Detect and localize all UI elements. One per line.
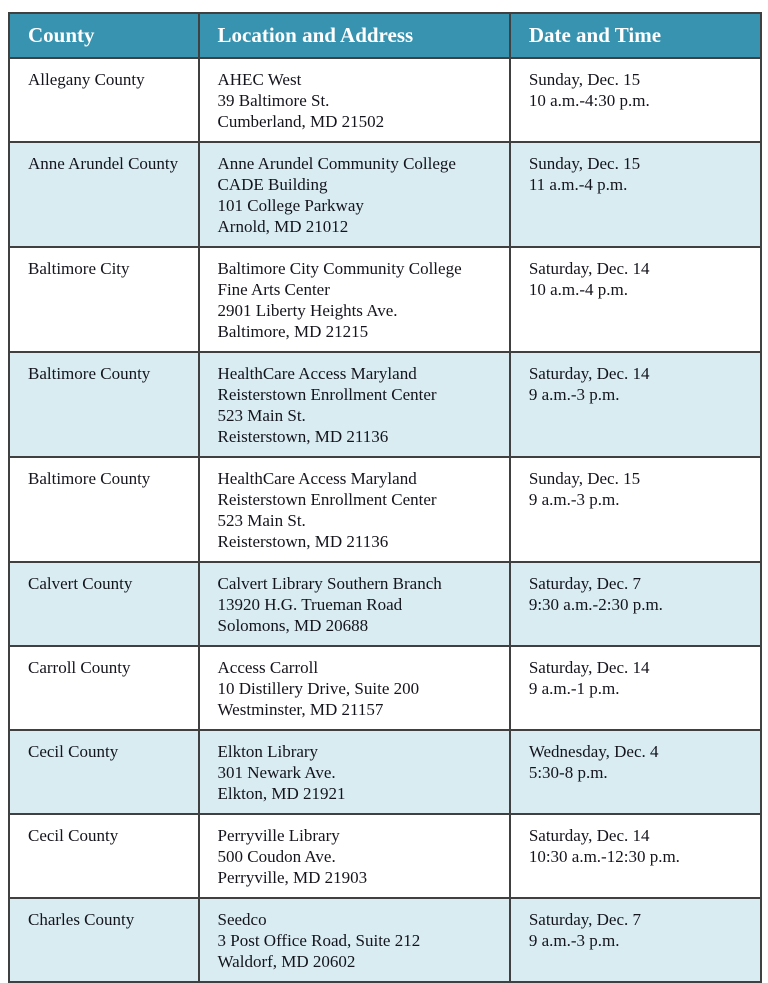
table-row	[9, 58, 761, 142]
datetime-line: Saturday, Dec. 7	[528, 910, 642, 929]
location-cell	[199, 898, 510, 982]
address-line: Reisterstown, MD 21136	[217, 532, 389, 551]
address-line: 500 Coudon Ave.	[217, 847, 336, 866]
table-row	[9, 898, 761, 982]
column-header-county: County	[9, 13, 199, 58]
address-line: CADE Building	[217, 175, 328, 194]
county-cell	[9, 457, 199, 562]
datetime-line: Wednesday, Dec. 4	[528, 742, 659, 761]
address-line: AHEC West	[217, 70, 302, 89]
datetime-line: Saturday, Dec. 14	[528, 658, 650, 677]
address-line: Solomons, MD 20688	[217, 616, 369, 635]
county-cell	[9, 646, 199, 730]
address-line: 301 Newark Ave.	[217, 763, 336, 782]
location-cell	[199, 814, 510, 898]
datetime-line: 9 a.m.-3 p.m.	[528, 490, 620, 509]
county-label: Calvert County	[28, 574, 133, 593]
table-body	[9, 58, 761, 982]
location-cell	[199, 142, 510, 247]
datetime-line: 10 a.m.-4:30 p.m.	[528, 91, 650, 110]
datetime-line: 11 a.m.-4 p.m.	[528, 175, 628, 194]
county-cell	[9, 247, 199, 352]
table-header	[9, 13, 761, 58]
location-cell	[199, 646, 510, 730]
address-line: Elkton, MD 21921	[217, 784, 346, 803]
county-label: Allegany County	[28, 70, 145, 89]
county-cell	[9, 352, 199, 457]
county-label: Anne Arundel County	[28, 154, 179, 173]
table-row	[9, 247, 761, 352]
schedule-table	[8, 12, 762, 983]
address-line: Perryville Library	[217, 826, 340, 845]
county-cell	[9, 142, 199, 247]
county-label: Baltimore County	[28, 469, 151, 488]
address-line: Baltimore City Community College	[217, 259, 462, 278]
datetime-cell	[510, 457, 761, 562]
address-line: 13920 H.G. Trueman Road	[217, 595, 403, 614]
address-line: 39 Baltimore St.	[217, 91, 330, 110]
datetime-line: 5:30-8 p.m.	[528, 763, 608, 782]
location-cell	[199, 562, 510, 646]
address-line: Reisterstown Enrollment Center	[217, 490, 437, 509]
location-cell	[199, 352, 510, 457]
address-line: HealthCare Access Maryland	[217, 469, 417, 488]
address-line: Waldorf, MD 20602	[217, 952, 356, 971]
address-line: 2901 Liberty Heights Ave.	[217, 301, 398, 320]
datetime-line: Saturday, Dec. 14	[528, 826, 650, 845]
datetime-line: 10:30 a.m.-12:30 p.m.	[528, 847, 680, 866]
location-cell	[199, 730, 510, 814]
address-line: HealthCare Access Maryland	[217, 364, 417, 383]
county-cell	[9, 58, 199, 142]
location-cell	[199, 58, 510, 142]
datetime-line: Sunday, Dec. 15	[528, 154, 641, 173]
table-row	[9, 730, 761, 814]
address-line: Anne Arundel Community College	[217, 154, 456, 173]
address-line: 3 Post Office Road, Suite 212	[217, 931, 421, 950]
county-label: Baltimore City	[28, 259, 130, 278]
header-row	[9, 13, 761, 58]
county-label: Cecil County	[28, 826, 119, 845]
address-line: Cumberland, MD 21502	[217, 112, 385, 131]
address-line: Baltimore, MD 21215	[217, 322, 369, 341]
datetime-line: Sunday, Dec. 15	[528, 469, 641, 488]
address-line: Reisterstown Enrollment Center	[217, 385, 437, 404]
address-line: Seedco	[217, 910, 267, 929]
address-line: 523 Main St.	[217, 406, 306, 425]
county-cell	[9, 814, 199, 898]
location-cell	[199, 457, 510, 562]
datetime-line: Saturday, Dec. 7	[528, 574, 642, 593]
datetime-line: 9 a.m.-1 p.m.	[528, 679, 620, 698]
county-cell	[9, 730, 199, 814]
datetime-line: Saturday, Dec. 14	[528, 259, 650, 278]
county-cell	[9, 562, 199, 646]
datetime-cell	[510, 898, 761, 982]
address-line: Reisterstown, MD 21136	[217, 427, 389, 446]
address-line: Elkton Library	[217, 742, 319, 761]
datetime-line: 9:30 a.m.-2:30 p.m.	[528, 595, 663, 614]
county-label: Cecil County	[28, 742, 119, 761]
address-line: 10 Distillery Drive, Suite 200	[217, 679, 420, 698]
column-header-datetime: Date and Time	[510, 13, 761, 58]
table-row	[9, 352, 761, 457]
datetime-cell	[510, 562, 761, 646]
datetime-line: 9 a.m.-3 p.m.	[528, 931, 620, 950]
county-label: Baltimore County	[28, 364, 151, 383]
address-line: Westminster, MD 21157	[217, 700, 384, 719]
table-row	[9, 142, 761, 247]
address-line: Fine Arts Center	[217, 280, 330, 299]
datetime-cell	[510, 646, 761, 730]
datetime-cell	[510, 730, 761, 814]
column-header-location: Location and Address	[199, 13, 510, 58]
datetime-cell	[510, 142, 761, 247]
address-line: Calvert Library Southern Branch	[217, 574, 442, 593]
address-line: Arnold, MD 21012	[217, 217, 349, 236]
datetime-line: 9 a.m.-3 p.m.	[528, 385, 620, 404]
datetime-line: Saturday, Dec. 14	[528, 364, 650, 383]
address-line: Perryville, MD 21903	[217, 868, 368, 887]
county-cell	[9, 898, 199, 982]
datetime-line: Sunday, Dec. 15	[528, 70, 641, 89]
datetime-line: 10 a.m.-4 p.m.	[528, 280, 628, 299]
county-label: Carroll County	[28, 658, 131, 677]
table-row	[9, 646, 761, 730]
datetime-cell	[510, 814, 761, 898]
datetime-cell	[510, 352, 761, 457]
location-cell	[199, 247, 510, 352]
address-line: 523 Main St.	[217, 511, 306, 530]
datetime-cell	[510, 247, 761, 352]
county-label: Charles County	[28, 910, 135, 929]
table-row	[9, 562, 761, 646]
table-row	[9, 457, 761, 562]
table-row	[9, 814, 761, 898]
address-line: 101 College Parkway	[217, 196, 364, 215]
address-line: Access Carroll	[217, 658, 319, 677]
datetime-cell	[510, 58, 761, 142]
